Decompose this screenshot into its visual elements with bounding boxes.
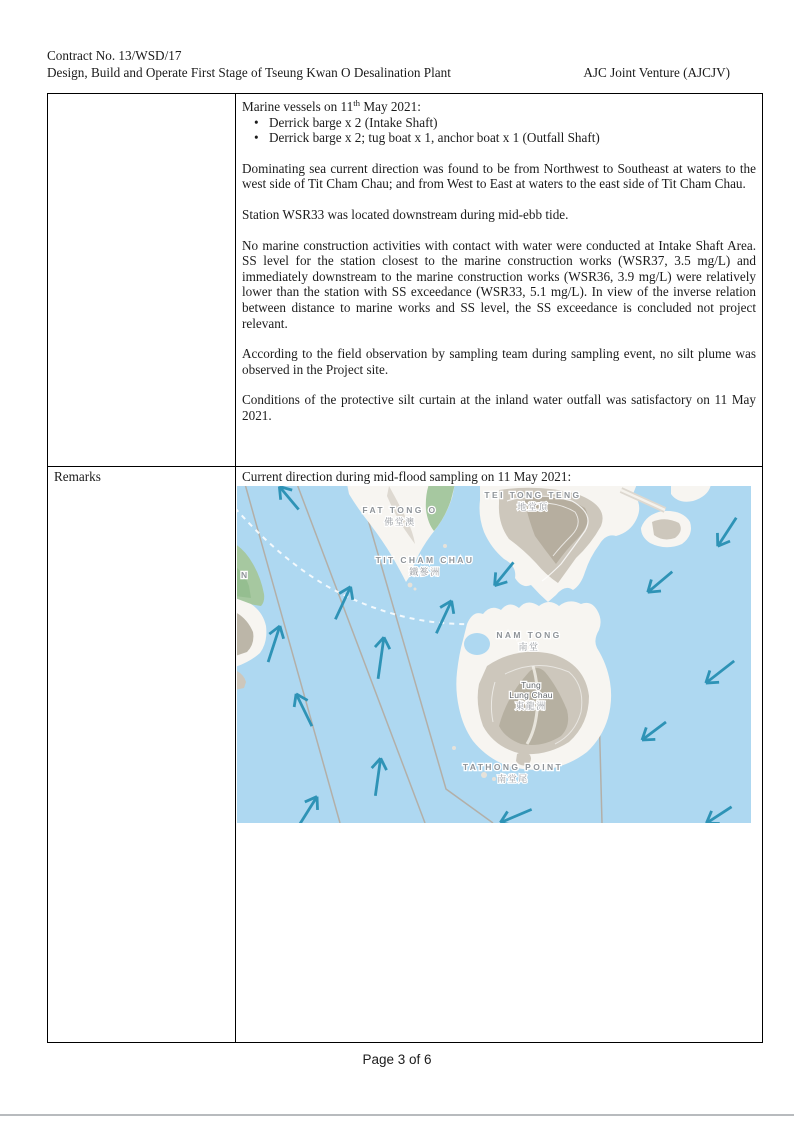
map-label <box>241 570 250 580</box>
remarks-label-cell <box>48 467 236 1042</box>
svg-text:Lung Chau: Lung Chau <box>509 689 553 700</box>
paragraph-station-wsr33: Station WSR33 was located downstream during mid-ebb tide. <box>242 206 569 222</box>
map-image <box>237 486 751 823</box>
superscript-th: th <box>353 98 361 108</box>
svg-text:東龍洲: 東龍洲 <box>515 701 547 712</box>
page-footer <box>0 1052 794 1067</box>
remarks-label: Remarks <box>54 469 101 484</box>
report-table <box>47 93 763 1043</box>
paragraph-current-direction: Dominating sea current direction was found to be from Northwest to Southeast at waters to the west side of Tit Cham Chau; and from West to East at waters to the east side of Tit Cham Chau. <box>242 160 756 192</box>
marine-vessels-heading: Marine vessels on 11th May 2021: <box>242 98 421 114</box>
svg-text:NAM TONG: NAM TONG <box>496 629 562 640</box>
svg-text:地堂頂: 地堂頂 <box>517 502 549 513</box>
paragraph-ss-levels: No marine construction activities with contact with water were conducted at Intake Shaft Area. SS level for the station closest to the marine construction works (WSR37, 3.5 mg/L) and immediately downstream to the marine construction works (WSR36, 3.9 mg/L) were relatively lower than the station with SS exceedance (WSR33, 5.1 mg/L). In view of the inverse relation between distance to marine works and SS level, the SS exceedance is concluded not project relevant. <box>242 237 756 331</box>
venture-name: AJC Joint Venture (AJCJV) <box>583 64 730 80</box>
bullet-icon: • <box>254 114 259 130</box>
page-number: Page 3 of 6 <box>362 1052 432 1067</box>
svg-text:鐵篸洲: 鐵篸洲 <box>409 567 441 578</box>
current-direction-map <box>237 486 756 823</box>
contract-number: Contract No. 13/WSD/17 <box>47 48 182 63</box>
page-header <box>47 48 730 81</box>
svg-text:TEI TONG TENG: TEI TONG TENG <box>484 489 582 500</box>
paragraph-silt-plume: According to the field observation by sampling team during sampling event, no silt plume was observed in the Project site. <box>242 346 756 377</box>
observations-content-cell <box>236 94 762 466</box>
svg-text:FAT TONG O: FAT TONG O <box>362 504 438 515</box>
vessel-bullet-2: • Derrick barge x 2; tug boat x 1, anchor boat x 1 (Outfall Shaft) <box>254 130 600 146</box>
svg-text:TATHONG POINT: TATHONG POINT <box>462 761 564 772</box>
observations-row <box>48 94 762 467</box>
observations-label-cell <box>48 94 236 466</box>
bottom-divider <box>0 1114 794 1116</box>
project-title: Design, Build and Operate First Stage of Tseung Kwan O Desalination Plant <box>47 64 451 80</box>
svg-text:南堂: 南堂 <box>518 642 540 653</box>
svg-text:N: N <box>241 569 250 580</box>
svg-text:Tung: Tung <box>521 679 541 690</box>
bullet-icon: • <box>254 130 259 146</box>
map-caption: Current direction during mid-flood sampling on 11 May 2021: <box>242 469 572 484</box>
svg-text:南堂尾: 南堂尾 <box>497 774 529 785</box>
remarks-content-cell <box>236 467 762 1042</box>
paragraph-silt-curtain: Conditions of the protective silt curtain at the inland water outfall was satisfactory on 11 May 2021. <box>242 392 756 423</box>
remarks-row <box>48 467 762 1042</box>
vessel-bullet-1: • Derrick barge x 2 (Intake Shaft) <box>254 114 438 130</box>
svg-text:佛堂澳: 佛堂澳 <box>384 517 416 528</box>
svg-text:TIT CHAM CHAU: TIT CHAM CHAU <box>375 554 475 565</box>
